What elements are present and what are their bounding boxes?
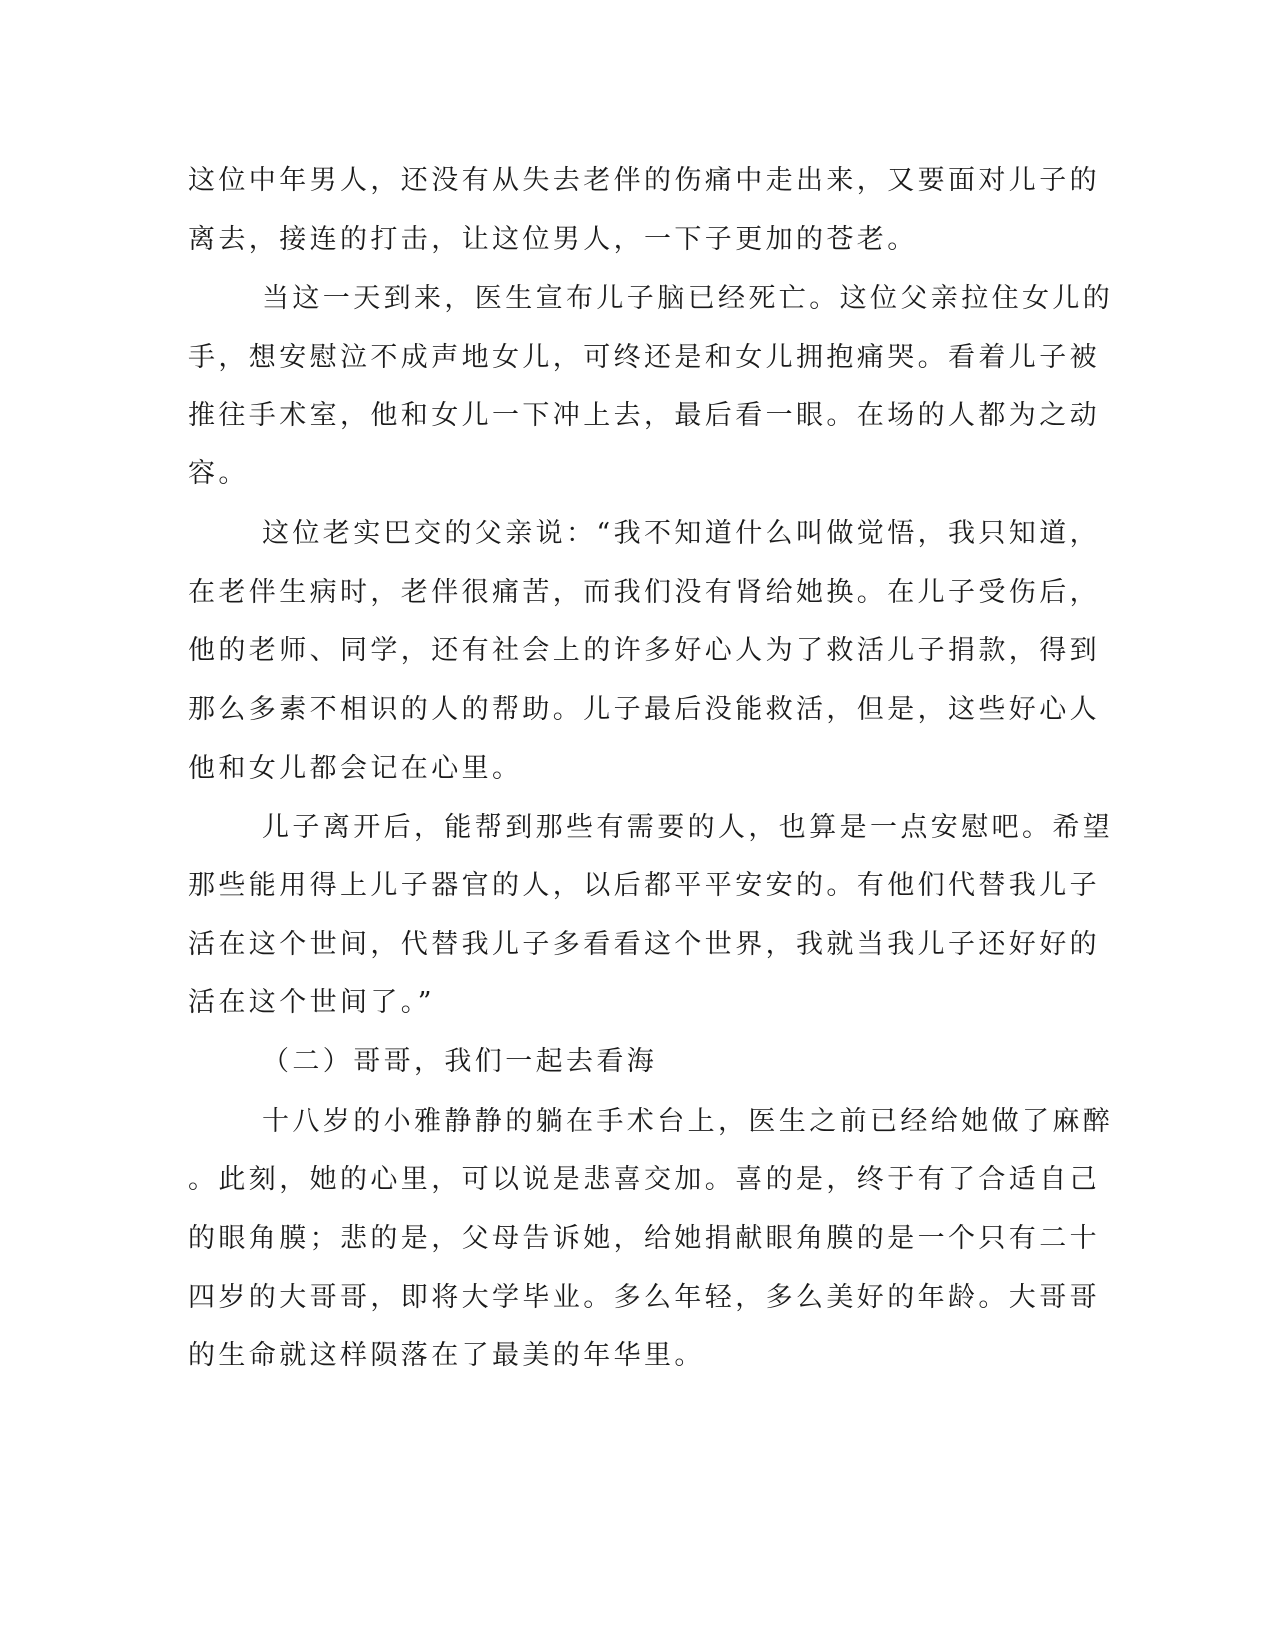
paragraph-3-line-5: 他和女儿都会记在心里。: [188, 753, 523, 784]
paragraph-2-line-1: 当这一天到来，医生宣布儿子脑已经死亡。这位父亲拉住女儿的: [262, 283, 1114, 314]
paragraph-5-line-1: 十八岁的小雅静静的躺在手术台上，医生之前已经给她做了麻醉: [262, 1106, 1114, 1137]
paragraph-1-line-1: 这位中年男人，还没有从失去老伴的伤痛中走出来，又要面对儿子的: [188, 165, 1100, 196]
paragraph-4-line-1: 儿子离开后，能帮到那些有需要的人，也算是一点安慰吧。希望: [262, 812, 1114, 843]
paragraph-1-line-2: 离去，接连的打击，让这位男人，一下子更加的苍老。: [188, 224, 918, 255]
paragraph-3-line-4: 那么多素不相识的人的帮助。儿子最后没能救活，但是，这些好心人: [188, 694, 1100, 725]
paragraph-4-line-2: 那些能用得上儿子器官的人，以后都平平安安的。有他们代替我儿子: [188, 870, 1100, 901]
paragraph-2-line-3: 推往手术室，他和女儿一下冲上去，最后看一眼。在场的人都为之动: [188, 400, 1100, 431]
paragraph-3-line-1: 这位老实巴交的父亲说：“我不知道什么叫做觉悟，我只知道，: [262, 518, 1101, 549]
paragraph-5-line-3: 的眼角膜；悲的是，父母告诉她，给她捐献眼角膜的是一个只有二十: [188, 1223, 1100, 1254]
paragraph-5-line-5: 的生命就这样陨落在了最美的年华里。: [188, 1340, 705, 1371]
paragraph-2-line-4: 容。: [188, 458, 249, 489]
paragraph-2-line-2: 手，想安慰泣不成声地女儿，可终还是和女儿拥抱痛哭。看着儿子被: [188, 342, 1100, 373]
section-heading: （二）哥哥，我们一起去看海: [262, 1046, 658, 1077]
paragraph-3-line-3: 他的老师、同学，还有社会上的许多好心人为了救活儿子捐款，得到: [188, 635, 1100, 666]
paragraph-4-line-4: 活在这个世间了。”: [188, 987, 435, 1018]
paragraph-3-line-2: 在老伴生病时，老伴很痛苦，而我们没有肾给她换。在儿子受伤后，: [188, 577, 1100, 608]
paragraph-5-line-2: 。此刻，她的心里，可以说是悲喜交加。喜的是，终于有了合适自己: [188, 1164, 1100, 1195]
paragraph-5-line-4: 四岁的大哥哥，即将大学毕业。多么年轻，多么美好的年龄。大哥哥: [188, 1282, 1100, 1313]
paragraph-4-line-3: 活在这个世间，代替我儿子多看看这个世界，我就当我儿子还好好的: [188, 929, 1100, 960]
